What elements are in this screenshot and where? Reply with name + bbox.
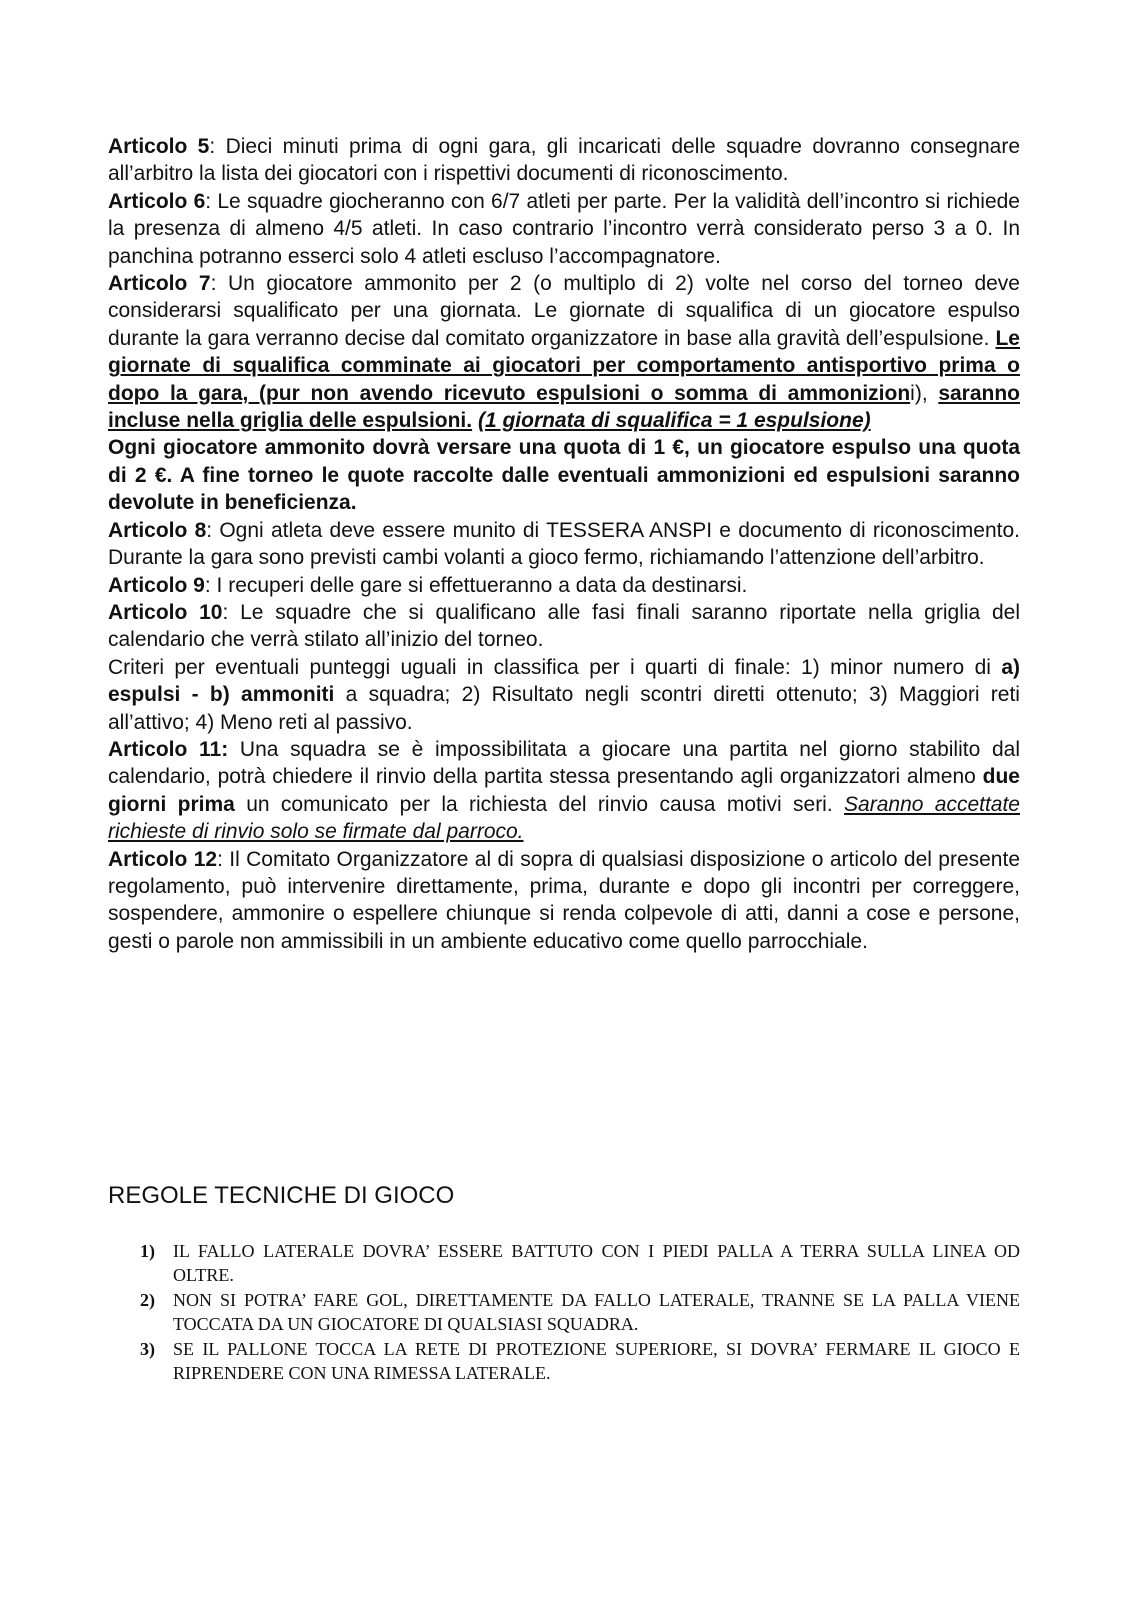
article-label: Articolo 7	[108, 272, 211, 296]
rule-number: 2)	[140, 1290, 155, 1310]
article-label: Articolo 5	[108, 135, 210, 158]
article-note: (1 giornata di squalifica = 1 espulsione)	[477, 409, 871, 433]
article-separator: :	[205, 189, 212, 213]
article-7	[108, 270, 1020, 434]
article-body-continued: un comunicato per la richiesta del rinvio causa motivi seri.	[234, 792, 845, 816]
rule-text: SE IL PALLONE TOCCA LA RETE DI PROTEZIONE SUPERIORE, SI DOVRA’ FERMARE IL GIOCO E RIPRENDERE CON UNA RIMESSA LATERALE.	[173, 1339, 1020, 1383]
article-5	[108, 133, 1020, 188]
fines-paragraph: Ogni giocatore ammonito dovrà versare una quota di 1 €, un giocatore espulso una quota di 2 €. A fine torneo le quote raccolte dalle eventuali ammonizioni ed espulsioni saranno devolute in beneficienza.	[108, 436, 1020, 515]
rule-number: 1)	[140, 1241, 155, 1261]
article-emphasis-2: saranno incluse nella griglia delle espulsioni.	[108, 381, 1021, 433]
article-11	[108, 736, 1020, 846]
article-label: Articolo 12	[108, 847, 218, 871]
article-body: Dieci minuti prima di ogni gara, gli incaricati delle squadre dovranno consegnare all’arbitro la lista dei giocatori con i rispettivi documenti di riconoscimento.	[108, 135, 1020, 186]
article-8	[108, 517, 1020, 572]
tie-break-criteria	[108, 654, 1020, 736]
article-label: Articolo 11:	[108, 737, 229, 761]
rule-item	[140, 1338, 1020, 1385]
article-label: Articolo 10	[108, 600, 223, 624]
article-separator: :	[209, 135, 216, 158]
article-body: I recuperi delle gare si effettueranno a data da destinarsi.	[210, 573, 748, 597]
article-note: Saranno accettate richieste di rinvio solo se firmate dal parroco.	[108, 792, 1020, 844]
article-12	[108, 846, 1020, 956]
rule-item	[140, 1289, 1020, 1336]
regulation-text	[108, 133, 1020, 955]
criteria-text: Criteri per eventuali punteggi uguali in classifica per i quarti di finale: 1) minor numero di	[108, 655, 1002, 679]
section-title: REGOLE TECNICHE DI GIOCO	[108, 1182, 455, 1209]
technical-rules-list	[140, 1240, 1020, 1387]
article-separator: :	[206, 518, 213, 542]
article-10	[108, 599, 1020, 654]
criteria-emphasis: a) espulsi - b) ammoniti	[108, 655, 1020, 707]
rule-text: IL FALLO LATERALE DOVRA’ ESSERE BATTUTO CON I PIEDI PALLA A TERRA SULLA LINEA OD OLTRE.	[173, 1241, 1020, 1285]
article-body: Le squadre giocheranno con 6/7 atleti per parte. Per la validità dell’incontro si richiede la presenza di almeno 4/5 atleti. In caso contrario l’incontro verrà considerato perso 3 a 0. In panchina potranno esserci solo 4 atleti escluso l’accompagnatore.	[108, 189, 1020, 268]
rule-text: NON SI POTRA’ FARE GOL, DIRETTAMENTE DA FALLO LATERALE, TRANNE SE LA PALLA VIENE TOCCATA DA UN GIOCATORE DI QUALSIASI SQUADRA.	[173, 1290, 1020, 1334]
article-separator: :	[204, 573, 211, 597]
article-label: Articolo 8	[108, 518, 207, 542]
article-body: Il Comitato Organizzatore al di sopra di qualsiasi disposizione o articolo del presente regolamento, può intervenire direttamente, prima, durante e dopo gli incontri per correggere, sospendere, ammonire o espellere chiunque si renda colpevole di atti, danni a cose e persone, gesti o parole non ammissibili in un ambiente educativo come quello parrocchiale.	[108, 847, 1021, 953]
article-6	[108, 188, 1020, 270]
article-label: Articolo 6	[108, 189, 206, 213]
article-label: Articolo 9	[108, 573, 205, 597]
article-body: Le squadre che si qualificano alle fasi finali saranno riportate nella griglia del calendario che verrà stilato all’inizio del torneo.	[108, 600, 1021, 652]
article-separator: :	[210, 272, 217, 296]
article-body-continued: i),	[910, 381, 939, 405]
rule-item	[140, 1240, 1020, 1287]
article-body: Un giocatore ammonito per 2 (o multiplo di 2) volte nel corso del torneo deve considerarsi squalificato per una giornata. Le giornate di squalifica di un giocatore espulso durante la gara verranno decise dal comitato organizzatore in base alla gravità dell’espulsione.	[108, 272, 1020, 350]
article-separator: :	[217, 847, 223, 871]
rule-number: 3)	[140, 1339, 155, 1359]
article-emphasis: due giorni prima	[108, 765, 1020, 816]
article-9	[108, 572, 1020, 599]
article-separator: :	[222, 600, 229, 624]
article-body: Ogni atleta deve essere munito di TESSERA ANSPI e documento di riconoscimento. Durante la gara sono previsti cambi volanti a gioco fermo, richiamando l’attenzione dell’arbitro.	[108, 518, 1020, 570]
article-emphasis: Le giornate di squalifica comminate ai giocatori per comportamento antisportivo prima o dopo la gara, (pur non avendo ricevuto espulsioni o somma di ammonizion	[108, 326, 1020, 405]
article-body: Una squadra se è impossibilitata a giocare una partita nel giorno stabilito dal calendario, potrà chiedere il rinvio della partita stessa presentando agli organizzatori almeno	[108, 737, 1020, 789]
criteria-text-continued: a squadra; 2) Risultato negli scontri diretti ottenuto; 3) Maggiori reti all’attivo; 4) Meno reti al passivo.	[108, 683, 1020, 734]
